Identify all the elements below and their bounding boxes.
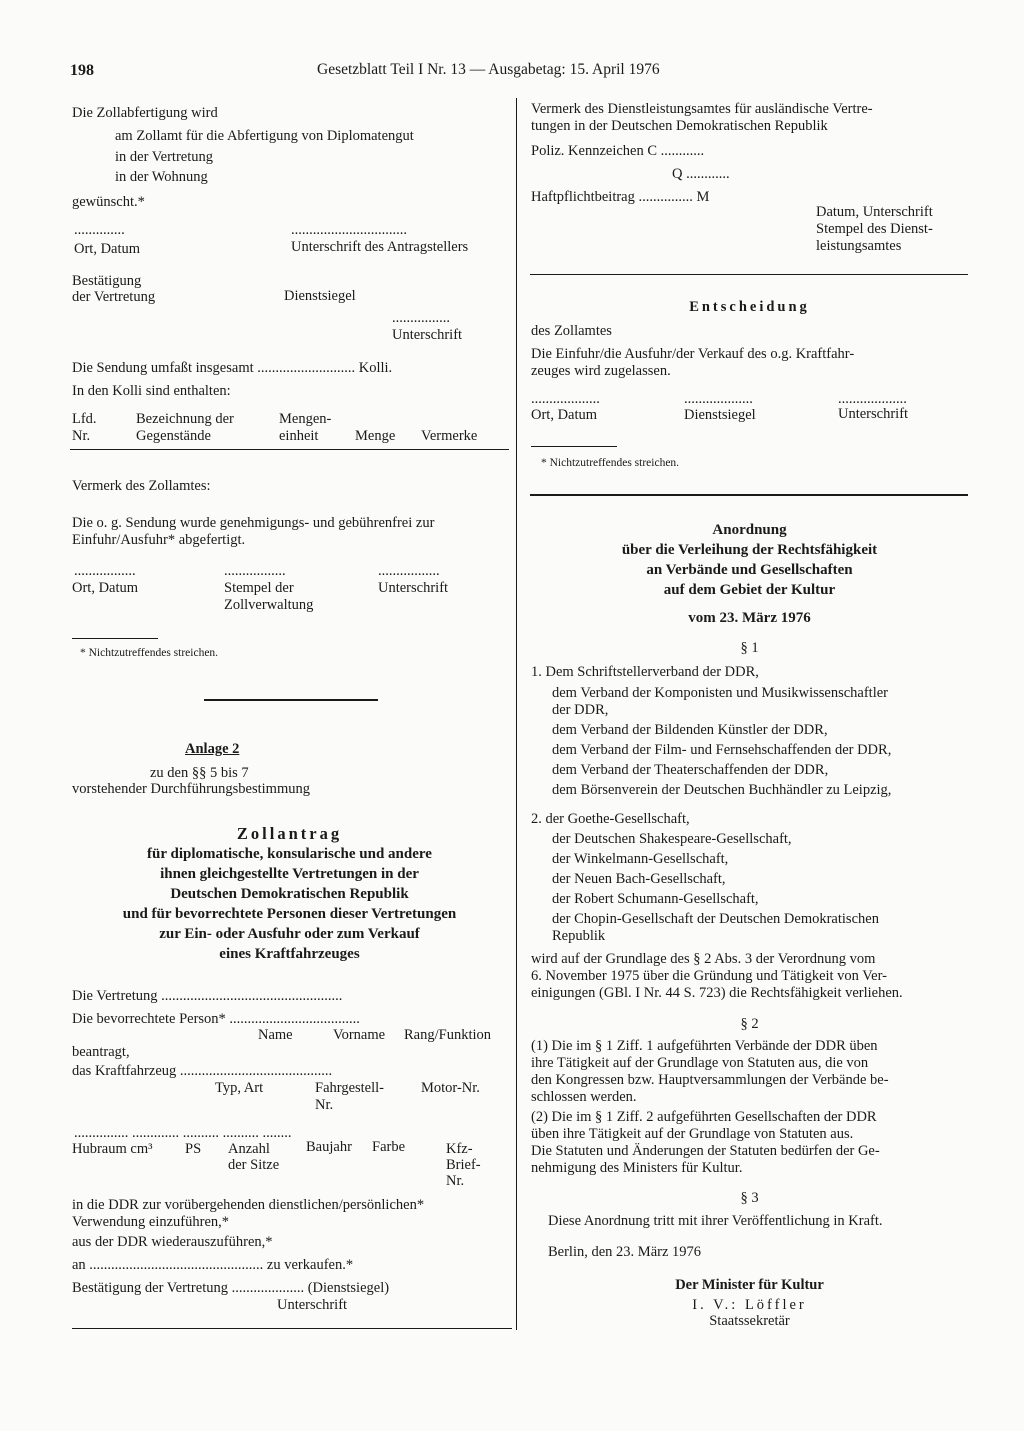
col-bezeichnung: Bezeichnung der	[136, 411, 234, 427]
text-line: den Kongressen bzw. Hauptversammlungen der Verbände be-	[531, 1072, 889, 1088]
label-fahrgestell: Fahrgestell-	[315, 1080, 384, 1096]
footnote: * Nichtzutreffendes streichen.	[80, 647, 219, 659]
text-line: an ................................................ zu verkaufen.*	[72, 1257, 354, 1273]
label-vertretung: der Vertretung	[72, 289, 156, 305]
text-line: 6. November 1975 über die Gründung und Tätigkeit von Ver-	[531, 968, 887, 984]
text-line: Die Einfuhr/die Ausfuhr/der Verkauf des o.g. Kraftfahr-	[531, 346, 855, 362]
field-q: Q ............	[672, 166, 730, 182]
text-line: schlossen werden.	[531, 1089, 637, 1105]
option-vertretung: in der Vertretung	[115, 149, 213, 165]
label-stempel: Zollverwaltung	[224, 597, 314, 613]
list-item: dem Verband der Theaterschaffenden der DDR,	[552, 762, 829, 778]
list-item: dem Verband der Film- und Fernsehschaffenden der DDR,	[552, 742, 892, 758]
text-line: Bestätigung der Vertretung .................... (Dienstsiegel)	[72, 1280, 390, 1296]
heading-line: an Verbände und Gesellschaften	[646, 562, 853, 578]
text-line: zeuges wird zugelassen.	[531, 363, 671, 379]
list-item: der Chopin-Gesellschaft der Deutschen Demokratischen	[552, 911, 879, 927]
signatory-name: I. V.: Löffler	[692, 1297, 807, 1313]
label-ort-datum: Ort, Datum	[531, 407, 598, 423]
anordnung-title: Anordnung	[712, 522, 787, 538]
list-item: dem Börsenverein der Deutschen Buchhändler zu Leipzig,	[552, 782, 892, 798]
label-unterschrift: Unterschrift	[392, 327, 463, 343]
col-bezeichnung: Gegenstände	[136, 428, 211, 444]
paragraph-2-heading: § 2	[740, 1016, 759, 1032]
text-line: Vermerk des Dienstleistungsamtes für ausländische Vertre-	[531, 101, 873, 117]
dotted-line: ..............	[74, 222, 125, 238]
dotted-line: ................................	[291, 222, 407, 238]
anlage-ref: zu den §§ 5 bis 7	[150, 765, 249, 781]
label-farbe: Farbe	[372, 1139, 406, 1155]
entscheidung-title: Entscheidung	[689, 299, 810, 315]
zollantrag-title: Zollantrag	[236, 824, 343, 843]
text-beantragt: beantragt,	[72, 1044, 130, 1060]
dotted-line: .................	[224, 563, 286, 579]
heading-line: ihnen gleichgestellte Vertretungen in der	[160, 866, 419, 882]
signature-place-date: Berlin, den 23. März 1976	[548, 1244, 702, 1260]
field-vertretung: Die Vertretung ..................................................	[72, 988, 343, 1004]
text-line: tungen in der Deutschen Demokratischen Republik	[531, 118, 828, 134]
label-dienstsiegel: Dienstsiegel	[284, 288, 356, 304]
heading-line: zur Ein- oder Ausfuhr oder zum Verkauf	[159, 926, 420, 942]
heading-line: auf dem Gebiet der Kultur	[663, 582, 836, 598]
label-fahrgestell: Nr.	[315, 1097, 334, 1113]
label-anzahl: Anzahl	[228, 1141, 270, 1157]
anordnung-date: vom 23. März 1976	[688, 610, 811, 626]
option-diplomatengut: am Zollamt für die Abfertigung von Diplomatengut	[115, 128, 414, 144]
label-vorname: Vorname	[333, 1027, 386, 1043]
col-mengeneinheit: Mengen-	[279, 411, 332, 427]
label-datum-unterschrift: Datum, Unterschrift	[816, 204, 933, 220]
label-typ: Typ, Art	[215, 1080, 264, 1096]
text-line: gewünscht.*	[72, 194, 145, 210]
anlage-title: Anlage 2	[185, 741, 240, 757]
page-header-title: Gesetzblatt Teil I Nr. 13 — Ausgabetag: 15. April 1976	[317, 61, 660, 78]
field-haftpflicht: Haftpflichtbeitrag ............... M	[531, 189, 710, 205]
label-rang: Rang/Funktion	[404, 1027, 492, 1043]
label-unterschrift-antragsteller: Unterschrift des Antragstellers	[291, 239, 469, 255]
section-rule	[204, 699, 378, 701]
text-line: (2) Die im § 1 Ziff. 2 aufgeführten Gesellschaften der DDR	[531, 1109, 877, 1125]
dotted-line: ............... ............. .......... .......... ........	[74, 1125, 292, 1141]
heading-line: eines Kraftfahrzeuges	[219, 946, 360, 962]
heading-line: und für bevorrechtete Personen dieser Vertretungen	[122, 906, 457, 922]
list-item: dem Verband der Komponisten und Musikwissenschaftler	[552, 685, 888, 701]
text-line: des Zollamtes	[531, 323, 612, 339]
footnote: * Nichtzutreffendes streichen.	[541, 457, 680, 469]
list-item: dem Verband der Bildenden Künstler der DDR,	[552, 722, 828, 738]
text-line: aus der DDR wiederauszuführen,*	[72, 1234, 273, 1250]
footnote-rule	[531, 446, 617, 447]
bottom-rule	[72, 1328, 512, 1329]
signatory-title: Der Minister für Kultur	[675, 1277, 824, 1293]
list-item: der Winkelmann-Gesellschaft,	[552, 851, 729, 867]
col-lfd: Lfd.	[72, 411, 97, 427]
label-hubraum: Hubraum cm³	[72, 1141, 153, 1157]
text-line: Diese Anordnung tritt mit ihrer Veröffentlichung in Kraft.	[548, 1213, 883, 1229]
kolli-line: In den Kolli sind enthalten:	[72, 383, 231, 399]
label-ps: PS	[185, 1141, 202, 1157]
label-unterschrift: Unterschrift	[277, 1297, 348, 1313]
dotted-line: ...................	[531, 391, 600, 407]
text-line: in die DDR zur vorübergehenden dienstlichen/persönlichen*	[72, 1197, 425, 1213]
text-line: wird auf der Grundlage des § 2 Abs. 3 der Verordnung vom	[531, 951, 876, 967]
table-rule	[70, 449, 509, 450]
text-line: Einfuhr/Ausfuhr* abgefertigt.	[72, 532, 246, 548]
col-mengeneinheit: einheit	[279, 428, 319, 444]
anlage-ref: vorstehender Durchführungsbestimmung	[72, 781, 310, 797]
column-divider	[516, 98, 517, 1330]
label-bestaetigung: Bestätigung	[72, 273, 142, 289]
label-stempel: Stempel der	[224, 580, 294, 596]
text-line: (1) Die im § 1 Ziff. 1 aufgeführten Verbände der DDR üben	[531, 1038, 878, 1054]
text-line: einigungen (GBl. I Nr. 44 S. 723) die Rechtsfähigkeit verliehen.	[531, 985, 903, 1001]
text-line: Die Zollabfertigung wird	[72, 105, 218, 121]
list-item: der Neuen Bach-Gesellschaft,	[552, 871, 726, 887]
list-item: 2. der Goethe-Gesellschaft,	[531, 811, 690, 827]
label-dienstsiegel: Dienstsiegel	[684, 407, 756, 423]
section-rule	[530, 274, 968, 275]
list-item: der Deutschen Shakespeare-Gesellschaft,	[552, 831, 792, 847]
list-item: Republik	[552, 928, 606, 944]
dotted-line: ...................	[684, 391, 753, 407]
text-line: Verwendung einzuführen,*	[72, 1214, 230, 1230]
vermerk-zollamt: Vermerk des Zollamtes:	[72, 478, 211, 494]
col-menge: Menge	[355, 428, 396, 444]
label-unterschrift: Unterschrift	[838, 406, 909, 422]
paragraph-1-heading: § 1	[740, 640, 759, 656]
col-lfd: Nr.	[72, 428, 91, 444]
text-line: Die Statuten und Änderungen der Statuten bedürfen der Ge-	[531, 1143, 880, 1159]
dotted-line: ................	[392, 310, 450, 326]
label-baujahr: Baujahr	[306, 1139, 352, 1155]
label-motor: Motor-Nr.	[421, 1080, 480, 1096]
label-kfz-brief: Brief-	[446, 1157, 481, 1173]
dotted-line: ...................	[838, 391, 907, 407]
field-person: Die bevorrechtete Person* ....................................	[72, 1011, 360, 1027]
field-kraftfahrzeug: das Kraftfahrzeug ..........................................	[72, 1063, 333, 1079]
label-anzahl: der Sitze	[228, 1157, 280, 1173]
heading-line: für diplomatische, konsularische und andere	[147, 846, 432, 862]
list-item: der Robert Schumann-Gesellschaft,	[552, 891, 759, 907]
page-number: 198	[70, 62, 94, 79]
label-unterschrift: Unterschrift	[378, 580, 449, 596]
label-stempel: leistungsamtes	[816, 238, 902, 254]
paragraph-3-heading: § 3	[740, 1190, 759, 1206]
list-item: 1. Dem Schriftstellerverband der DDR,	[531, 664, 759, 680]
dotted-line: .................	[74, 563, 136, 579]
signatory-role: Staatssekretär	[709, 1313, 790, 1329]
text-line: ihre Tätigkeit auf der Grundlage von Statuten aus, die von	[531, 1055, 869, 1071]
heading-line: über die Verleihung der Rechtsfähigkeit	[621, 542, 878, 558]
dotted-line: .................	[378, 563, 440, 579]
field-kennzeichen: Poliz. Kennzeichen C ............	[531, 143, 705, 159]
label-kfz-brief: Kfz-	[446, 1141, 473, 1157]
label-kfz-brief: Nr.	[446, 1173, 465, 1189]
label-ort-datum: Ort, Datum	[72, 580, 139, 596]
sendung-line: Die Sendung umfaßt insgesamt ........................... Kolli.	[72, 360, 393, 376]
section-rule	[530, 494, 968, 496]
label-name: Name	[258, 1027, 293, 1043]
heading-line: Deutschen Demokratischen Republik	[170, 886, 409, 902]
col-vermerke: Vermerke	[421, 428, 478, 444]
label-ort-datum: Ort, Datum	[74, 241, 141, 257]
option-wohnung: in der Wohnung	[115, 169, 208, 185]
list-item: der DDR,	[552, 702, 609, 718]
footnote-rule	[72, 638, 158, 639]
text-line: Die o. g. Sendung wurde genehmigungs- und gebührenfrei zur	[72, 515, 435, 531]
label-stempel: Stempel des Dienst-	[816, 221, 933, 237]
text-line: nehmigung des Ministers für Kultur.	[531, 1160, 743, 1176]
text-line: üben ihre Tätigkeit auf der Grundlage von Statuten aus.	[531, 1126, 854, 1142]
